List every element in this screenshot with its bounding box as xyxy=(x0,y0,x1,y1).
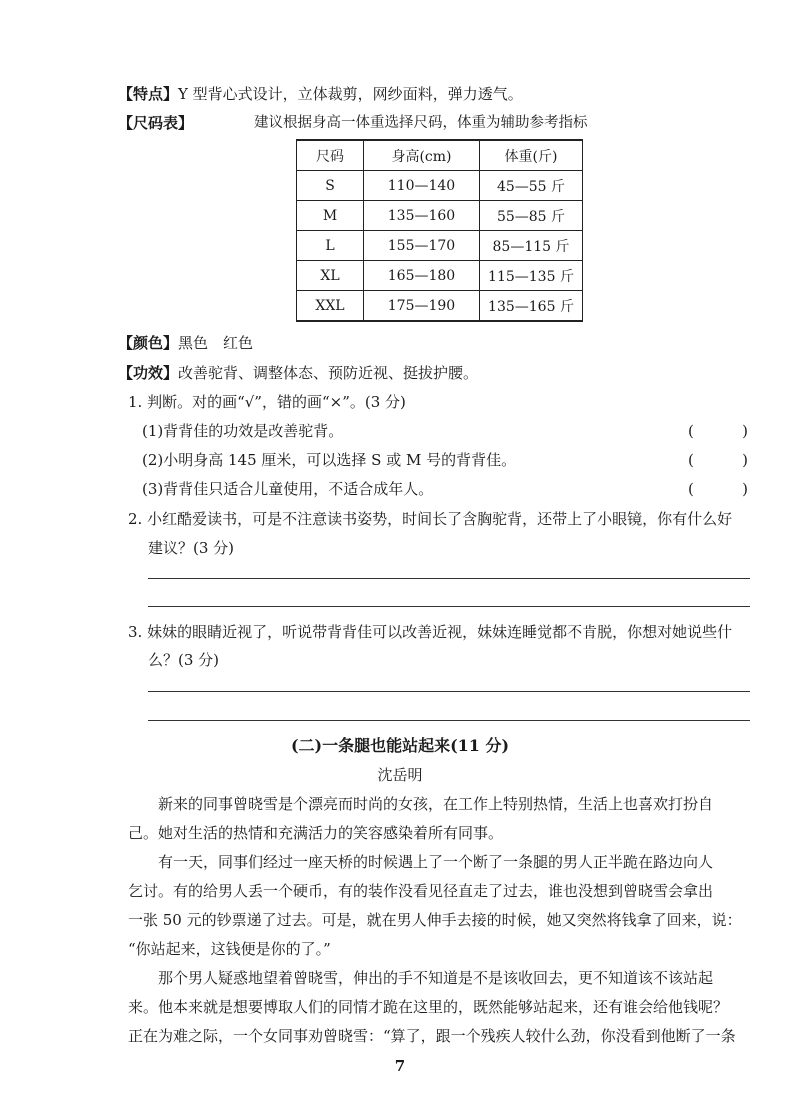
table-row xyxy=(297,201,583,231)
answer-line[interactable] xyxy=(148,691,750,692)
function-tag: 【功效】 xyxy=(118,364,179,382)
feature-line xyxy=(118,84,523,104)
size-cell: XL xyxy=(297,261,364,291)
question-2-line-1: 2. 小红酷爱读书，可是不注意读书姿势，时间长了含胸驼背，还带上了小眼镜，你有什么好 xyxy=(128,510,733,528)
answer-line[interactable] xyxy=(148,578,750,579)
question-1: 1. 判断。对的画“√”，错的画“×”。(3 分) xyxy=(128,393,406,411)
weight-cell: 115—135 斤 xyxy=(480,261,583,291)
paragraph-line: 己。她对生活的热情和充满活力的笑容感染着所有同事。 xyxy=(128,824,504,842)
table-row xyxy=(297,261,583,291)
height-cell: 110—140 xyxy=(364,171,480,201)
paragraph-line: 正在为难之际，一个女同事劝曾晓雪：“算了，跟一个残疾人较什么劲，你没看到他断了一条 xyxy=(128,1027,736,1045)
feature-text: Y 型背心式设计，立体裁剪，网纱面料，弹力透气。 xyxy=(178,85,523,103)
height-cell: 135—160 xyxy=(364,201,480,231)
question-3-line-2: 么？(3 分) xyxy=(148,651,220,669)
weight-cell: 55—85 斤 xyxy=(480,201,583,231)
paragraph-line: 有一天，同事们经过一座天桥的时候遇上了一个断了一条腿的男人正半跪在路边向人 xyxy=(158,853,714,871)
color-line xyxy=(118,333,253,353)
height-cell: 175—190 xyxy=(364,291,480,322)
article-author: 沈岳明 xyxy=(377,766,423,784)
height-cell: 155—170 xyxy=(364,231,480,261)
table-row xyxy=(297,291,583,322)
table-row xyxy=(297,231,583,261)
size-table xyxy=(296,139,583,322)
paragraph-line: 那个男人疑惑地望着曾晓雪，伸出的手不知道是不是该收回去，更不知道该不该站起 xyxy=(158,969,714,987)
paragraph-line: “你站起来，这钱便是你的了。” xyxy=(128,940,331,958)
answer-line[interactable] xyxy=(148,606,750,607)
size-cell: L xyxy=(297,231,364,261)
weight-cell: 135—165 斤 xyxy=(480,291,583,322)
weight-cell: 45—55 斤 xyxy=(480,171,583,201)
paragraph-line: 乞讨。有的给男人丢一个硬币，有的装作没看见径直走了过去，谁也没想到曾晓雪会拿出 xyxy=(128,882,714,900)
answer-blank-3[interactable]: ( ) xyxy=(688,480,748,498)
question-2-line-2: 建议？(3 分) xyxy=(148,539,235,557)
answer-blank-2[interactable]: ( ) xyxy=(688,451,748,469)
judgement-item-3: (3)背背佳只适合儿童使用，不适合成年人。 xyxy=(142,480,434,498)
size-cell: M xyxy=(297,201,364,231)
function-line xyxy=(118,363,478,383)
color-text: 黑色 红色 xyxy=(178,334,254,352)
size-cell: S xyxy=(297,171,364,201)
size-tag xyxy=(118,113,193,133)
size-note: 建议根据身高一体重选择尺码，体重为辅助参考指标 xyxy=(254,115,588,131)
header-weight: 体重(斤) xyxy=(480,140,583,171)
color-tag: 【颜色】 xyxy=(118,334,179,352)
question-3-line-1: 3. 妹妹的眼睛近视了，听说带背背佳可以改善近视，妹妹连睡觉都不肯脱，你想对她说些什 xyxy=(128,623,733,641)
judgement-item-2: (2)小明身高 145 厘米，可以选择 S 或 M 号的背背佳。 xyxy=(142,451,517,469)
feature-tag: 【特点】 xyxy=(118,85,179,103)
article-title: (二)一条腿也能站起来(11 分) xyxy=(290,736,510,755)
size-table-header xyxy=(297,140,583,171)
table-row xyxy=(297,171,583,201)
paragraph-line: 来。他本来就是想要博取人们的同情才跪在这里的，既然能够站起来，还有谁会给他钱呢？ xyxy=(128,998,729,1016)
size-tag-label: 【尺码表】 xyxy=(118,114,194,132)
answer-blank-1[interactable]: ( ) xyxy=(688,422,748,440)
paragraph-line: 一张 50 元的钞票递了过去。可是，就在男人伸手去接的时候，她又突然将钱拿了回来，说： xyxy=(128,911,742,929)
paragraph-line: 新来的同事曾晓雪是个漂亮而时尚的女孩，在工作上特别热情，生活上也喜欢打扮自 xyxy=(158,795,714,813)
height-cell: 165—180 xyxy=(364,261,480,291)
judgement-item-1: (1)背背佳的功效是改善驼背。 xyxy=(142,422,344,440)
header-size: 尺码 xyxy=(297,140,364,171)
weight-cell: 85—115 斤 xyxy=(480,231,583,261)
answer-line[interactable] xyxy=(148,720,750,721)
function-text: 改善驼背、调整体态、预防近视、挺拔护腰。 xyxy=(178,364,479,382)
size-cell: XXL xyxy=(297,291,364,322)
page-number: 7 xyxy=(394,1057,406,1075)
header-height: 身高(cm) xyxy=(364,140,480,171)
